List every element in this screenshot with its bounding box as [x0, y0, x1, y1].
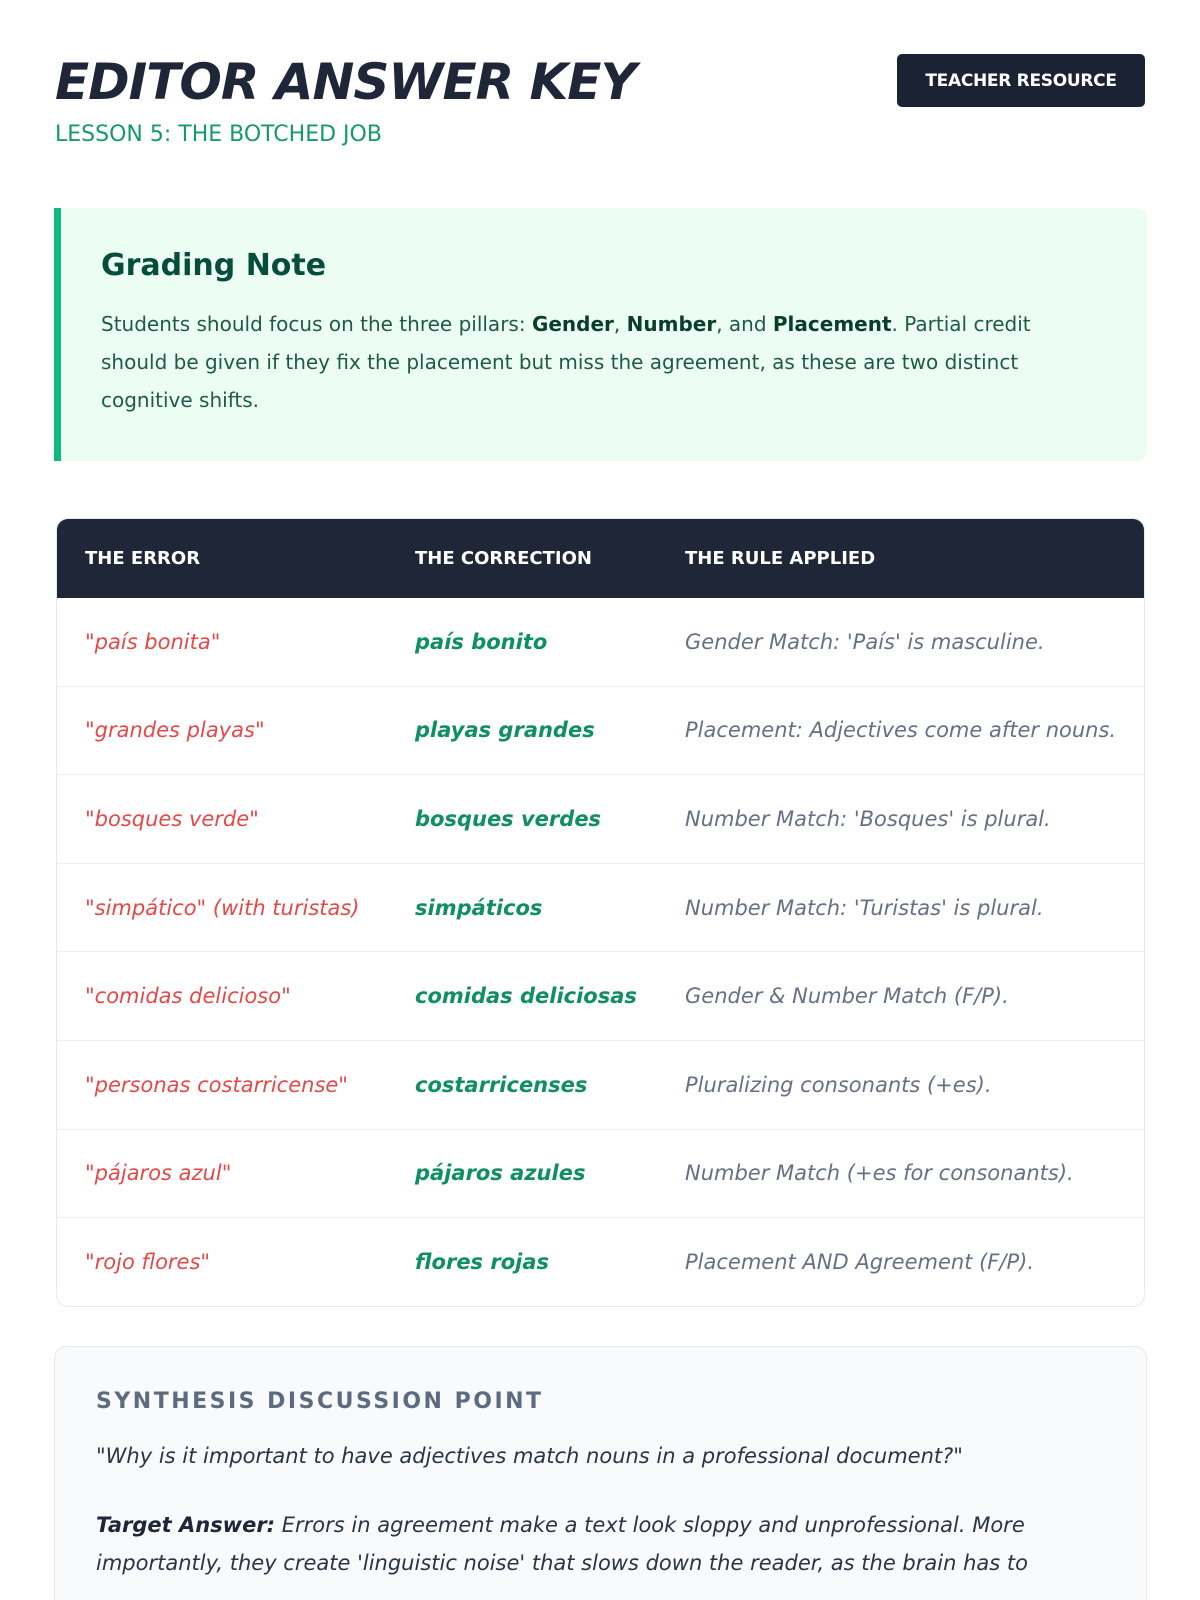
grading-note-title: Grading Note	[101, 248, 327, 283]
lesson-subtitle: LESSON 5: THE BOTCHED JOB	[55, 122, 382, 147]
rule-cell: Number Match (+es for consonants).	[685, 1161, 1074, 1186]
rule-cell: Placement AND Agreement (F/P).	[685, 1250, 1034, 1275]
page-header	[55, 0, 1145, 200]
table-body	[57, 598, 1144, 1307]
synthesis-question: "Why is it important to have adjectives match nouns in a professional document?"	[96, 1444, 963, 1468]
header-rule: THE RULE APPLIED	[685, 548, 876, 569]
rule-cell: Pluralizing consonants (+es).	[685, 1072, 992, 1097]
note-intro: Students should focus on the three pillars:	[101, 312, 532, 336]
correction-cell: flores rojas	[415, 1250, 550, 1275]
table-row	[57, 687, 1144, 776]
synthesis-answer	[96, 1506, 1106, 1582]
table-row	[57, 775, 1144, 864]
correction-cell: pájaros azules	[415, 1161, 586, 1186]
pillar-placement: Placement	[772, 312, 892, 336]
table-header-row	[57, 519, 1144, 598]
table-row	[57, 952, 1144, 1041]
error-cell: "personas costarricense"	[85, 1072, 348, 1097]
pillar-gender: Gender	[531, 312, 614, 336]
teacher-resource-badge: TEACHER RESOURCE	[897, 54, 1145, 107]
note-rest: . Partial credit should be given if they fix the placement but miss the agreement, as these are two distinct cognitive shifts.	[101, 312, 1031, 412]
header-error: THE ERROR	[85, 548, 201, 569]
table-row	[57, 598, 1144, 687]
answer-table	[56, 518, 1145, 1307]
rule-cell: Gender Match: 'País' is masculine.	[685, 629, 1045, 654]
correction-cell: playas grandes	[415, 718, 595, 743]
rule-cell: Placement: Adjectives come after nouns.	[685, 718, 1117, 743]
error-cell: "comidas delicioso"	[85, 984, 291, 1009]
target-answer-label: Target Answer:	[96, 1513, 276, 1537]
error-cell: "pájaros azul"	[85, 1161, 232, 1186]
error-cell: "bosques verde"	[85, 806, 259, 831]
header-correction: THE CORRECTION	[415, 548, 592, 569]
correction-cell: bosques verdes	[415, 806, 602, 831]
correction-cell: comidas deliciosas	[415, 984, 637, 1009]
error-cell: "país bonita"	[85, 629, 221, 654]
pillar-number: Number	[626, 312, 717, 336]
rule-cell: Gender & Number Match (F/P).	[685, 984, 1009, 1009]
synthesis-title: SYNTHESIS DISCUSSION POINT	[96, 1389, 544, 1414]
note-sep-2: , and	[716, 312, 773, 336]
synthesis-card	[54, 1346, 1147, 1600]
rule-cell: Number Match: 'Bosques' is plural.	[685, 806, 1051, 831]
note-sep-1: ,	[613, 312, 627, 336]
error-cell: "simpático" (with turistas)	[85, 895, 360, 920]
table-row	[57, 1041, 1144, 1130]
page-title: EDITOR ANSWER KEY	[55, 53, 636, 111]
target-answer-text: Errors in agreement make a text look sloppy and unprofessional. More importantly, they create 'linguistic noise' that slows down the reader, as the brain has to	[96, 1513, 1028, 1575]
correction-cell: simpáticos	[415, 895, 543, 920]
correction-cell: país bonito	[415, 629, 548, 654]
grading-note-body	[101, 305, 1101, 419]
correction-cell: costarricenses	[415, 1072, 588, 1097]
error-cell: "grandes playas"	[85, 718, 265, 743]
rule-cell: Number Match: 'Turistas' is plural.	[685, 895, 1044, 920]
table-row	[57, 1218, 1144, 1307]
table-row	[57, 1130, 1144, 1219]
grading-note-card	[54, 208, 1147, 461]
table-row	[57, 864, 1144, 953]
error-cell: "rojo flores"	[85, 1250, 211, 1275]
